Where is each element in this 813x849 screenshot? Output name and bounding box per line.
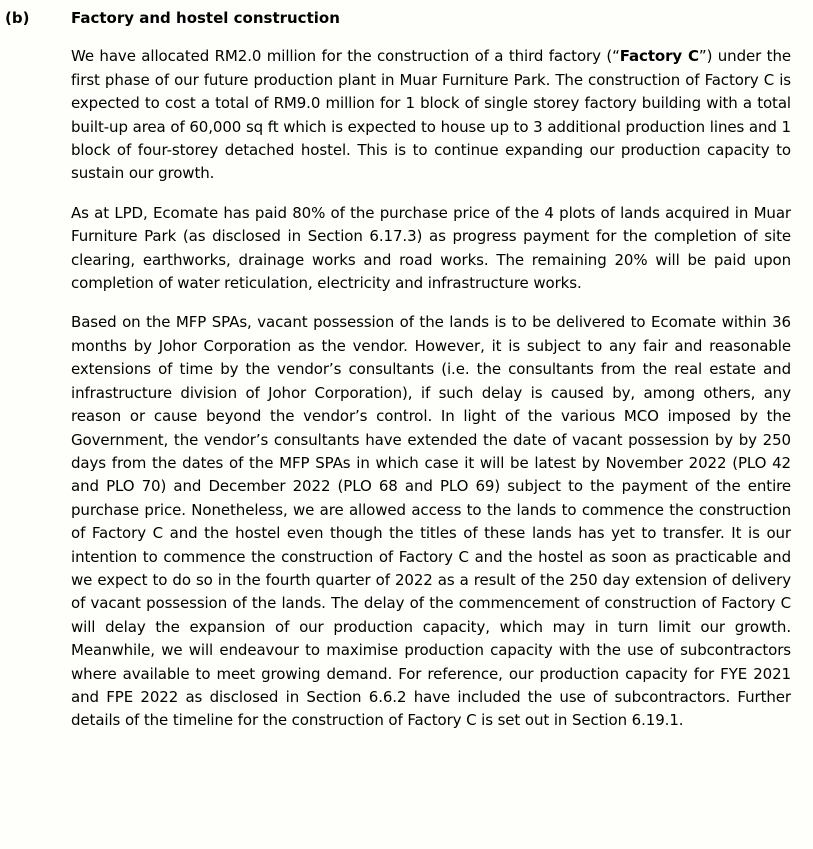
body-text: We have allocated RM2.0 million for the construction of a third factory (“: [71, 47, 620, 66]
paragraph: [71, 311, 791, 732]
paragraph: [71, 202, 791, 296]
bold-text: Factory C: [619, 47, 699, 66]
body-text: As at LPD, Ecomate has paid 80% of the purchase price of the 4 plots of lands acquired in Muar Furniture Park (as disclosed in Section 6.17.3) as progress payment for the completion of site clearing, earthworks, drainage works and road works. The remaining 20% will be paid upon completion of water reticulation, electricity and infrastructure works.: [71, 203, 791, 293]
paragraph: [71, 45, 791, 185]
section-body: [71, 7, 791, 733]
section-label: (b): [5, 9, 30, 27]
body-text: ”) under the first phase of our future production plant in Muar Furniture Park. The construction of Factory C is expected to cost a total of RM9.0 million for 1 block of single storey factory building with a total built-up area of 60,000 sq ft which is expected to house up to 3 additional production lines and 1 block of four-storey detached hostel. This is to continue expanding our production capacity to sustain our growth.: [71, 47, 791, 183]
body-text: Based on the MFP SPAs, vacant possession of the lands is to be delivered to Ecomate within 36 months by Johor Corporation as the vendor. However, it is subject to any fair and reasonable extensions of time by the vendor’s consultants (i.e. the consultants from the real estate and infrastructure division of Johor Corporation), if such delay is caused by, among others, any reason or cause beyond the vendor’s control. In light of the various MCO imposed by the Government, the vendor’s consultants have extended the date of vacant possession by by 250 days from the dates of the MFP SPAs in which case it will be latest by November 2022 (PLO 42 and PLO 70) and December 2022 (PLO 68 and PLO 69) subject to the payment of the entire purchase price. Nonetheless, we are allowed access to the lands to commence the construction of Factory C and the hostel even though the titles of these lands has yet to transfer. It is our intention to commence the construction of Factory C and the hostel as soon as practicable and we expect to do so in the fourth quarter of 2022 as a result of the 250 day extension of delivery of vacant possession of the lands. The delay of the commencement of construction of Factory C will delay the expansion of our production capacity, which may in turn limit our growth. Meanwhile, we will endeavour to maximise production capacity with the use of subcontractors where available to meet growing demand. For reference, our production capacity for FYE 2021 and FPE 2022 as disclosed in Section 6.6.2 have included the use of subcontractors. Further details of the timeline for the construction of Factory C is set out in Section 6.19.1.: [71, 313, 791, 730]
paragraphs-container: [71, 45, 791, 732]
section-heading: Factory and hostel construction: [71, 9, 340, 27]
